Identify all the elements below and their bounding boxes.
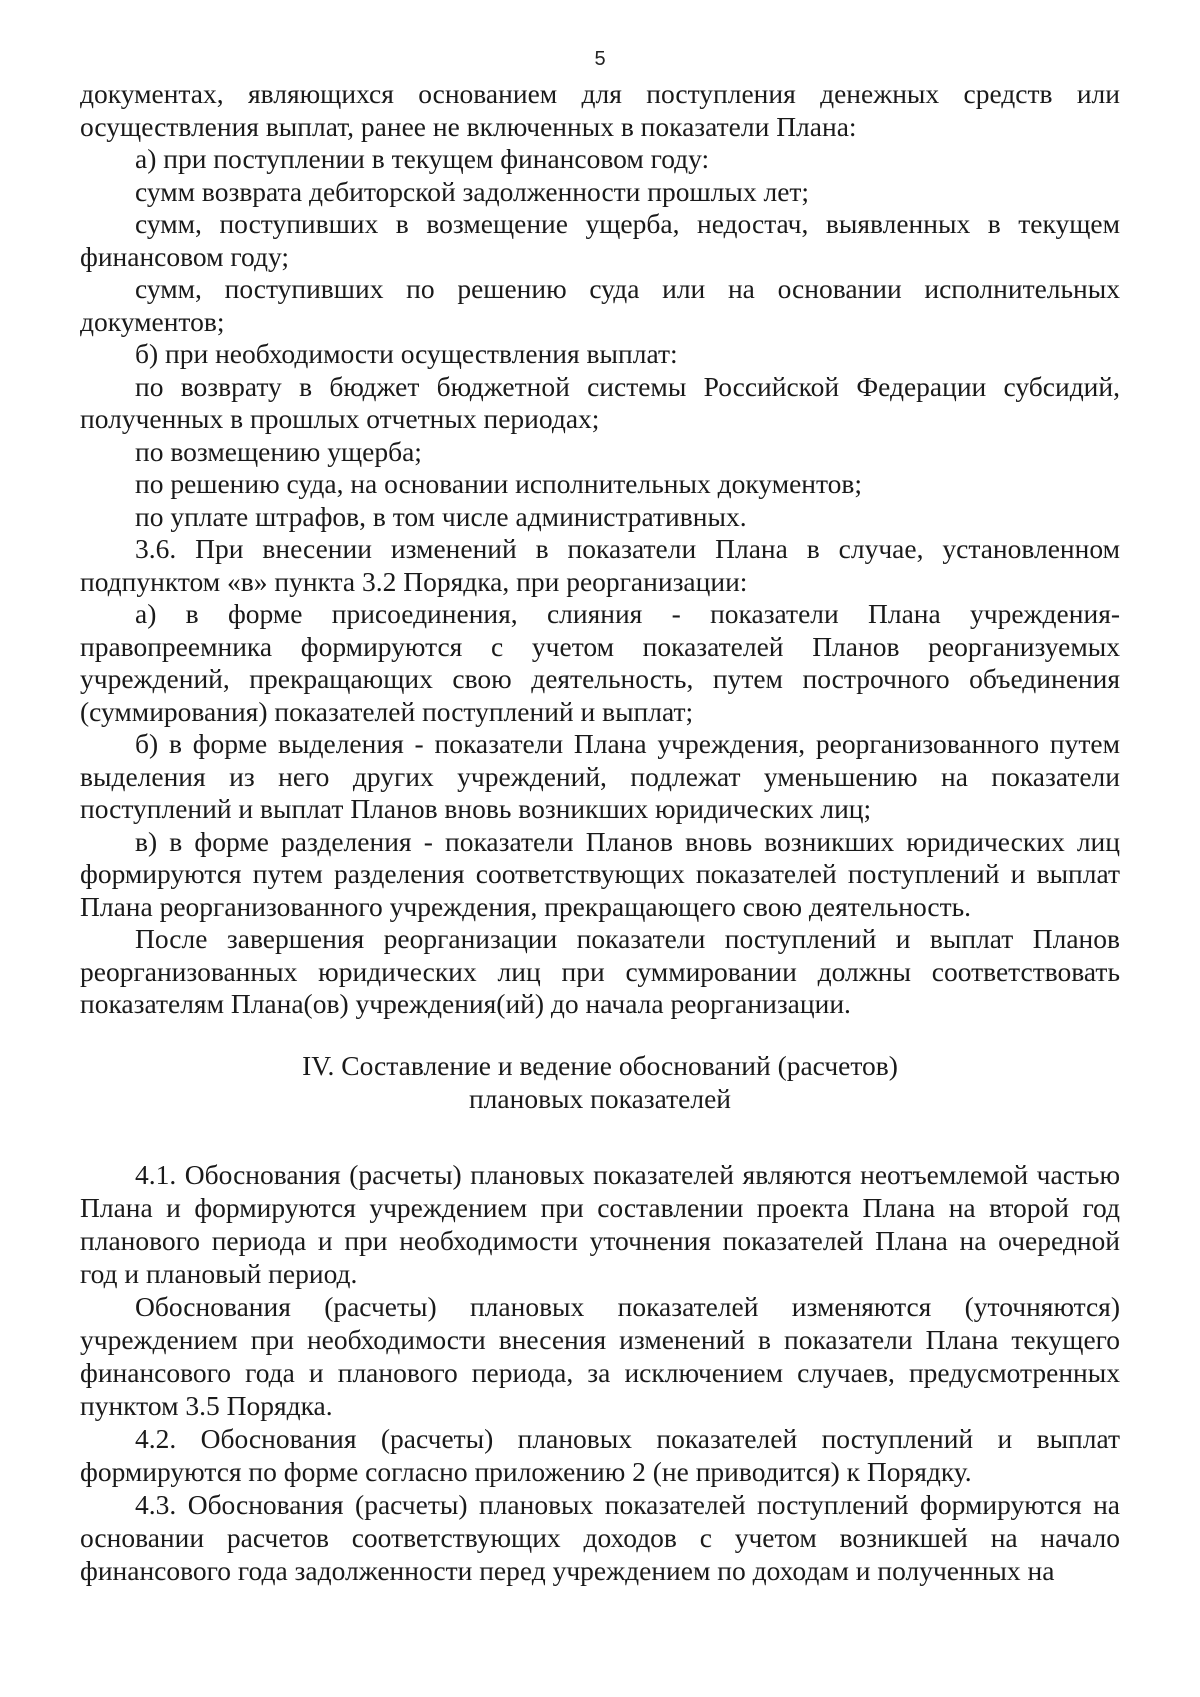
- paragraph: по возмещению ущерба;: [135, 435, 422, 467]
- paragraph: После завершения реорганизации показатели поступлений и выплат Планов реорганизованных юридических лиц при суммировании должны соответствовать показателям Плана(ов) учреждения(ий) до начала реорганизации.: [80, 923, 1120, 1019]
- paragraph: Обоснования (расчеты) плановых показателей изменяются (уточняются) учреждением при необходимости внесения изменений в показатели Плана текущего финансового года и планового периода, за исключением случаев, предусмотренных пунктом 3.5 Порядка.: [80, 1291, 1120, 1421]
- paragraph: по решению суда, на основании исполнительных документов;: [135, 468, 863, 499]
- paragraph: б) в форме выделения - показатели Плана учреждения, реорганизованного путем выделения из него других учреждений, подлежат уменьшению на показатели поступлений и выплат Планов вновь возникших юридических лиц;: [80, 728, 1120, 824]
- paragraph: 4.1. Обоснования (расчеты) плановых показателей являются неотъемлемой частью Плана и формируются учреждением при составлении проекта Плана на второй год планового периода и при необходимости уточнения показателей Плана на очередной год и плановый период.: [80, 1159, 1120, 1289]
- section-heading-line-1: IV. Составление и ведение обоснований (расчетов): [302, 1050, 898, 1081]
- paragraph: по возврату в бюджет бюджетной системы Российской Федерации субсидий, полученных в прошлых отчетных периодах;: [80, 370, 1120, 434]
- page-number: 5: [594, 48, 606, 70]
- paragraph: документах, являющихся основанием для поступления денежных средств или осуществления выплат, ранее не включенных в показатели Плана:: [80, 78, 1120, 142]
- body-text-top: [80, 78, 1120, 1021]
- paragraph: б) при необходимости осуществления выплат:: [135, 338, 678, 369]
- paragraph: по уплате штрафов, в том числе административных.: [135, 500, 747, 532]
- section-heading: [80, 1049, 1120, 1115]
- paragraph: а) при поступлении в текущем финансовом году:: [135, 143, 710, 174]
- paragraph: сумм возврата дебиторской задолженности прошлых лет;: [135, 175, 810, 207]
- paragraph: сумм, поступивших по решению суда или на основании исполнительных документов;: [80, 273, 1120, 337]
- paragraph: 4.2. Обоснования (расчеты) плановых показателей поступлений и выплат формируются по форме согласно приложению 2 (не приводится) к Порядку.: [80, 1423, 1120, 1487]
- section-heading-line-2: плановых показателей: [468, 1083, 732, 1114]
- body-text-section-4: [80, 1158, 1120, 1587]
- paragraph: а) в форме присоединения, слияния - показатели Плана учреждения-правопреемника формируются с учетом показателей Планов реорганизуемых учреждений, прекращающих свою деятельность, путем построчного объединения (суммирования) показателей поступлений и выплат;: [80, 598, 1120, 727]
- paragraph: 3.6. При внесении изменений в показатели Плана в случае, установленном подпунктом «в» пункта 3.2 Порядка, при реорганизации:: [80, 533, 1120, 597]
- paragraph: сумм, поступивших в возмещение ущерба, недостач, выявленных в текущем финансовом году;: [80, 208, 1120, 272]
- paragraph: 4.3. Обоснования (расчеты) плановых показателей поступлений формируются на основании расчетов соответствующих доходов с учетом возникшей на начало финансового года задолженности перед учреждением по доходам и полученных на: [80, 1489, 1120, 1586]
- paragraph: в) в форме разделения - показатели Планов вновь возникших юридических лиц формируются путем разделения соответствующих показателей поступлений и выплат Плана реорганизованного учреждения, прекращающего свою деятельность.: [80, 825, 1120, 922]
